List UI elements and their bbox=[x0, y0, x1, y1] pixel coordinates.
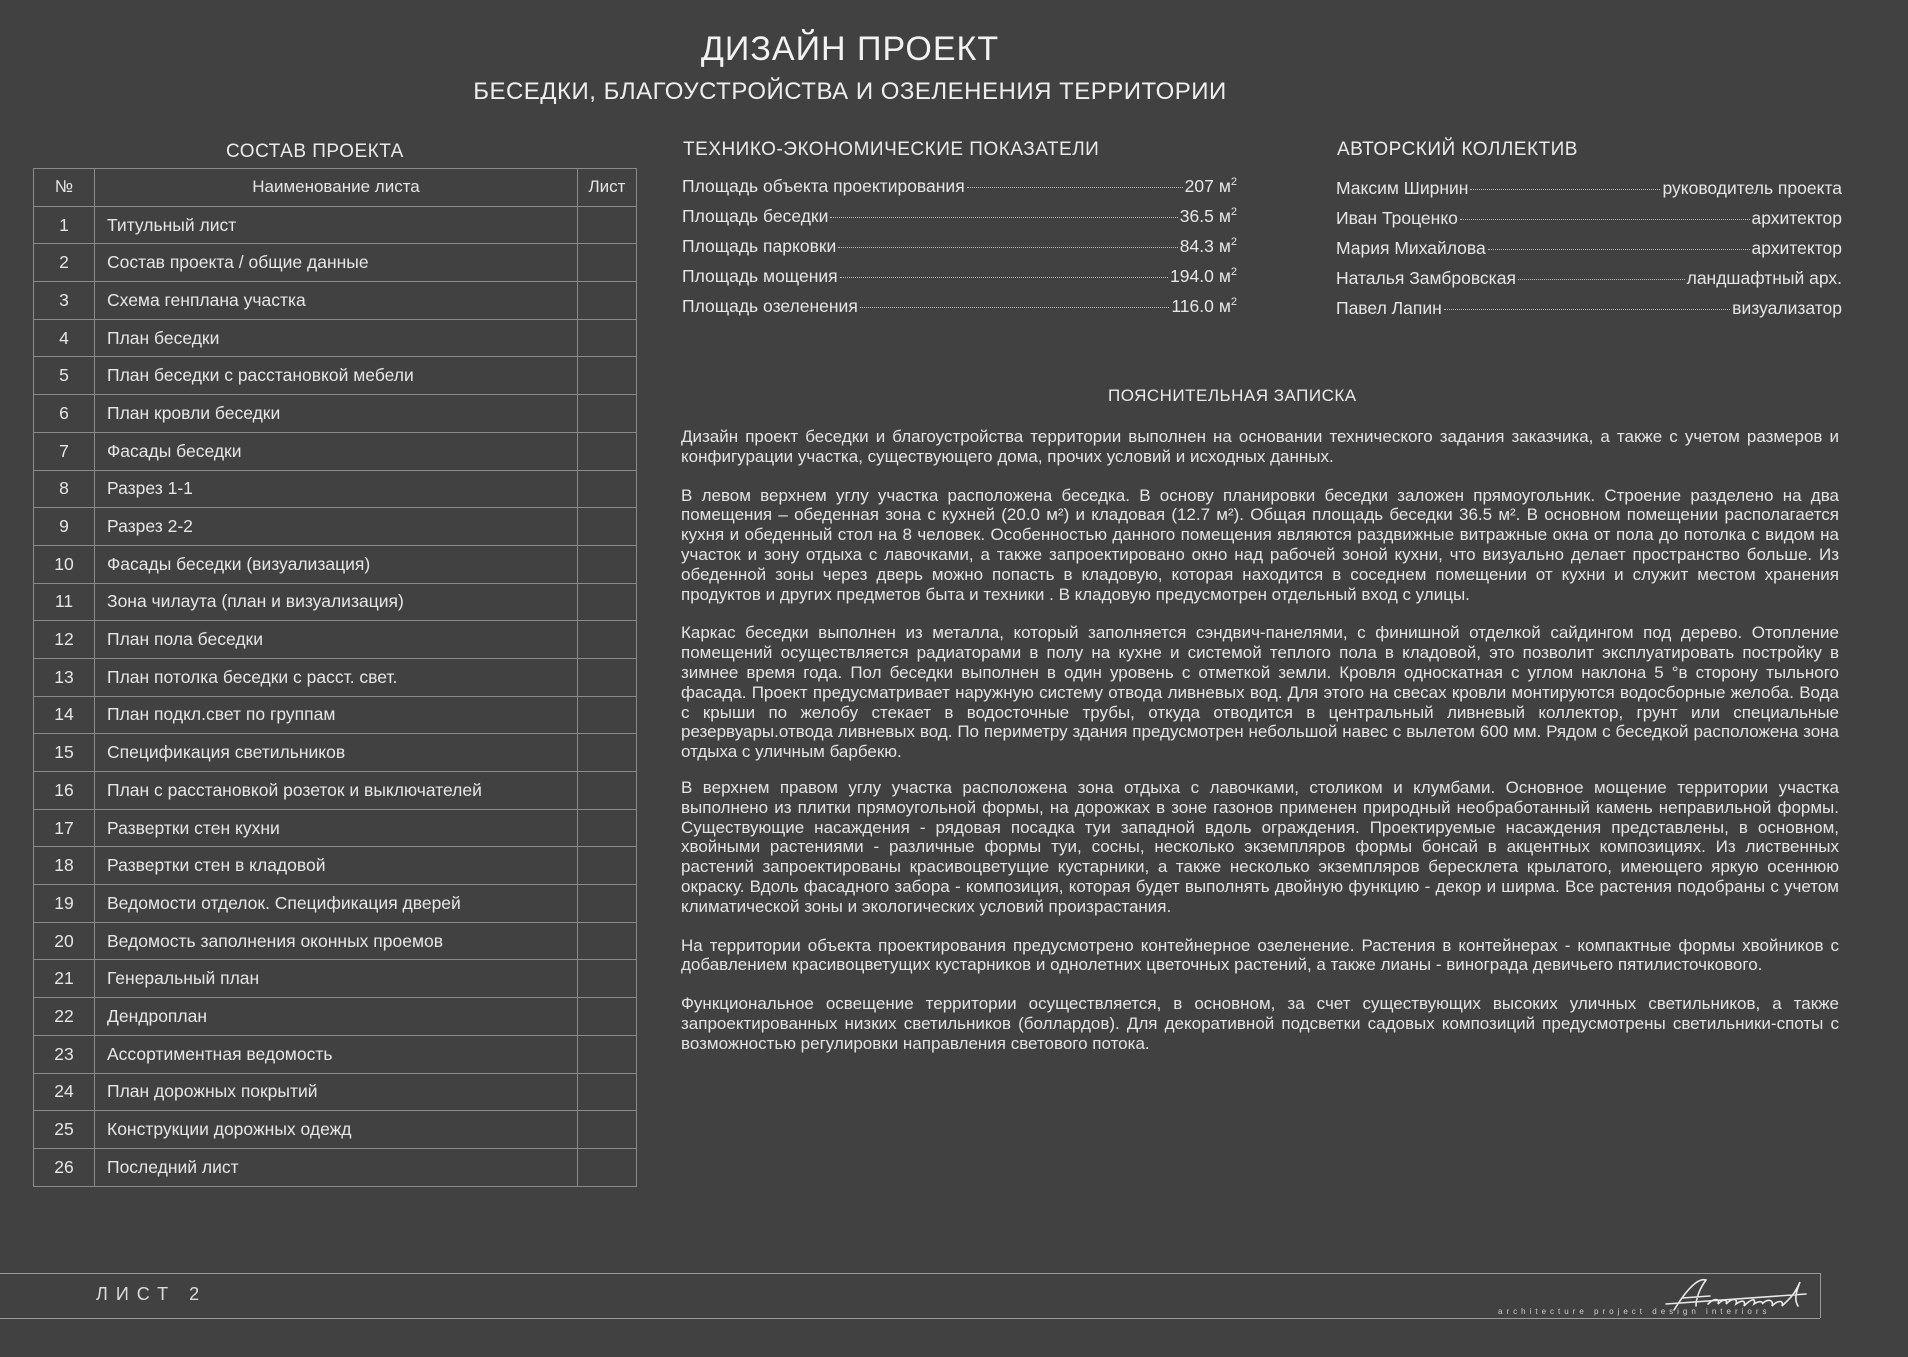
member-name: Иван Троценко bbox=[1336, 208, 1458, 228]
note-heading: ПОЯСНИТЕЛЬНАЯ ЗАПИСКА bbox=[1108, 386, 1357, 405]
indicator-label: Площадь озеленения bbox=[682, 296, 858, 316]
table-row bbox=[34, 206, 637, 244]
sheet-page-cell bbox=[578, 583, 637, 621]
member-name: Мария Михайлова bbox=[1336, 238, 1486, 258]
indicator-value: 36.5 bbox=[1179, 206, 1214, 226]
table-row bbox=[34, 583, 637, 621]
sheet-name: Фасады беседки (визуализация) bbox=[95, 545, 578, 583]
indicator-label: Площадь беседки bbox=[682, 206, 829, 226]
sheet-number: 8 bbox=[34, 470, 95, 508]
indicator-row bbox=[682, 296, 1237, 326]
indicator-row bbox=[682, 176, 1237, 206]
footer-bottom-divider bbox=[0, 1318, 1820, 1319]
sheet-name: Дендроплан bbox=[95, 998, 578, 1036]
table-row bbox=[34, 960, 637, 998]
table-row bbox=[34, 395, 637, 433]
indicator-unit: $м^2$ bbox=[1218, 296, 1237, 316]
composition-table-body bbox=[34, 206, 637, 1186]
indicator-row bbox=[682, 236, 1237, 266]
indicators-list bbox=[682, 176, 1237, 326]
note-paragraph: В верхнем правом углу участка расположена зона отдыха с лавочками, столиком и клумбами. Основное мощение территории участка выполнено из плитки прямоугольной формы, на дорожках в зоне газонов применен природный необработанный камень неправильной формы. Существующие насаждения - рядовая посадка туи западной вдоль ограждения. Проектируемые насаждения представлены, в основном, хвойными растениями - различные формы туи, сосны, несколько экземпляров формы бонсай в акцентных композициях. Из лиственных растений запроектированы красивоцветущие кустарники, а также несколько экземпляров бересклета крылатого, имеющего яркую осеннюю окраску. Вдоль фасадного забора - композиция, которая будет выполнять двойную функцию - декор и ширма. Все растения подобраны с учетом климатической зоны и экологических условий произрастания. bbox=[681, 777, 1839, 916]
sheet-number: 16 bbox=[34, 772, 95, 810]
table-row bbox=[34, 847, 637, 885]
team-member-row bbox=[1336, 268, 1842, 298]
leader-dots bbox=[830, 217, 1177, 218]
sheet-page-cell bbox=[578, 960, 637, 998]
member-name: Наталья Замбровская bbox=[1336, 268, 1516, 288]
sheet-name: Развертки стен в кладовой bbox=[95, 847, 578, 885]
sheet-number: 26 bbox=[34, 1148, 95, 1186]
sheet-name: План беседки с расстановкой мебели bbox=[95, 357, 578, 395]
sheet-number: 5 bbox=[34, 357, 95, 395]
indicator-value: 194.0 bbox=[1170, 266, 1214, 286]
note-paragraph: В левом верхнем углу участка расположена беседка. В основу планировки беседки заложен прямоугольник. Строение разделено на два помещения – обеденная зона с кухней (20.0 м²) и кладовая (12.7 м²). Общая площадь беседки 36.5 м². В основном помещении располагается кухня и обеденный стол на 8 человек. Особенностью данного помещения являются раздвижные витражные окна от пола до потолка с видом на участок и зону отдыха с лавочками, а также запроектировано окно над рабочей зоной кухни, что визуально делает пространство больше. Из обеденной зоны через дверь можно попасть в кладовую, которая находится в соседнем помещении от кухни и служит местом хранения продуктов и других предметов быта и техники . В кладовую предусмотрен отдельный вход с улицы. bbox=[681, 485, 1839, 604]
sheet-page-cell bbox=[578, 658, 637, 696]
note-paragraph: Функциональное освещение территории осуществляется, в основном, за счет существующих высоких уличных светильников, а также запроектированных низких светильников (боллардов). Для декоративной подсветки садовых композиций предусмотрены светильники-споты с возможностью регулировки направления светового потока. bbox=[681, 994, 1839, 1053]
sheet-number: 10 bbox=[34, 545, 95, 583]
leader-dots bbox=[1518, 279, 1685, 280]
sheet-name: Ассортиментная ведомость bbox=[95, 1035, 578, 1073]
sheet-number: 21 bbox=[34, 960, 95, 998]
table-row bbox=[34, 282, 637, 320]
team-member-row bbox=[1336, 178, 1842, 208]
sheet-page-cell bbox=[578, 470, 637, 508]
table-row bbox=[34, 432, 637, 470]
table-row bbox=[34, 1073, 637, 1111]
table-row bbox=[34, 1035, 637, 1073]
composition-table bbox=[33, 168, 637, 1187]
sheet-page-cell bbox=[578, 885, 637, 923]
member-role: ландшафтный арх. bbox=[1686, 268, 1842, 288]
table-row bbox=[34, 319, 637, 357]
indicator-unit: $м^2$ bbox=[1218, 236, 1237, 256]
sheet-page-cell bbox=[578, 809, 637, 847]
table-row bbox=[34, 357, 637, 395]
sheet-page-cell bbox=[578, 282, 637, 320]
table-row bbox=[34, 1111, 637, 1149]
sheet-number: 17 bbox=[34, 809, 95, 847]
leader-dots bbox=[840, 277, 1168, 278]
leader-dots bbox=[1470, 189, 1660, 190]
sheet-name: План подкл.свет по группам bbox=[95, 696, 578, 734]
indicator-unit: $м^2$ bbox=[1218, 206, 1237, 226]
member-role: архитектор bbox=[1751, 238, 1842, 258]
footer-vertical-divider bbox=[1820, 1273, 1821, 1318]
indicator-label: Площадь мощения bbox=[682, 266, 838, 286]
sheet-label: ЛИСТ 2 bbox=[96, 1284, 208, 1304]
sheet-name: План беседки bbox=[95, 319, 578, 357]
column-header-sheet: Лист bbox=[578, 169, 637, 207]
sheet-page-cell bbox=[578, 319, 637, 357]
indicators-heading: ТЕХНИКО-ЭКОНОМИЧЕСКИЕ ПОКАЗАТЕЛИ bbox=[683, 139, 1100, 160]
sheet-name: План кровли беседки bbox=[95, 395, 578, 433]
table-row bbox=[34, 734, 637, 772]
member-name: Максим Ширнин bbox=[1336, 178, 1469, 198]
sheet-page-cell bbox=[578, 998, 637, 1036]
sheet-name: Развертки стен кухни bbox=[95, 809, 578, 847]
logo-tagline: architecture project design interiors bbox=[1498, 1307, 1771, 1316]
page-title: ДИЗАЙН ПРОЕКТ bbox=[700, 30, 1000, 68]
sheet-page-cell bbox=[578, 244, 637, 282]
indicator-unit: $м^2$ bbox=[1218, 266, 1237, 286]
sheet-name: Конструкции дорожных одежд bbox=[95, 1111, 578, 1149]
table-row bbox=[34, 885, 637, 923]
sheet-name: План с расстановкой розеток и выключателей bbox=[95, 772, 578, 810]
sheet-number: 22 bbox=[34, 998, 95, 1036]
column-header-num: № bbox=[34, 169, 95, 207]
table-row bbox=[34, 922, 637, 960]
indicator-label: Площадь парковки bbox=[682, 236, 837, 256]
member-name: Павел Лапин bbox=[1336, 298, 1442, 318]
sheet-number: 1 bbox=[34, 206, 95, 244]
sheet-page-cell bbox=[578, 621, 637, 659]
sheet-name: Спецификация светильников bbox=[95, 734, 578, 772]
sheet-name: План пола беседки bbox=[95, 621, 578, 659]
table-row bbox=[34, 696, 637, 734]
sheet-number: 18 bbox=[34, 847, 95, 885]
sheet-number: 12 bbox=[34, 621, 95, 659]
sheet-number: 19 bbox=[34, 885, 95, 923]
sheet-name: Схема генплана участка bbox=[95, 282, 578, 320]
table-row bbox=[34, 470, 637, 508]
note-paragraph: На территории объекта проектирования предусмотрено контейнерное озеленение. Растения в контейнерах - компактные формы хвойников с добавлением красивоцветущих кустарников и однолетних цветочных растений, а также лианы - винограда девичьего пятилисточкового. bbox=[681, 935, 1839, 975]
sheet-number: 13 bbox=[34, 658, 95, 696]
indicator-row bbox=[682, 206, 1237, 236]
indicator-value: 84.3 bbox=[1179, 236, 1214, 256]
sheet-page-cell bbox=[578, 734, 637, 772]
sheet-name: Состав проекта / общие данные bbox=[95, 244, 578, 282]
table-row bbox=[34, 772, 637, 810]
sheet-page-cell bbox=[578, 395, 637, 433]
sheet-number: 11 bbox=[34, 583, 95, 621]
table-row bbox=[34, 545, 637, 583]
sheet-name: Фасады беседки bbox=[95, 432, 578, 470]
sheet-page-cell bbox=[578, 922, 637, 960]
note-paragraph: Каркас беседки выполнен из металла, который заполняется сэндвич-панелями, с финишной отделкой сайдингом под дерево. Отопление помещений осуществляется радиаторами в полу на кухне и системой теплого пола в кладовой, это позволит эксплуатировать постройку в зимнее время года. Пол беседки выполнен в один уровень с отметкой земли. Кровля односкатная с углом наклона 5 °в сторону тыльного фасада. Проект предусматривает наружную систему отвода ливневых вод. Для этого на свесах кровли монтируются водосборные желоба. Вода с крыши по желобу стекает в водосточные трубы, откуда отводится в центральный ливневый коллектор, грунт или специальные резервуары.отвода ливневых вод. По периметру здания предусмотрен небольшой навес с вылетом 600 мм. Рядом с беседкой расположена зона отдыха с уличным барбекю. bbox=[681, 623, 1839, 762]
leader-dots bbox=[967, 187, 1183, 188]
sheet-number: 23 bbox=[34, 1035, 95, 1073]
sheet-page-cell bbox=[578, 847, 637, 885]
table-row bbox=[34, 809, 637, 847]
table-row bbox=[34, 508, 637, 546]
team-member-row bbox=[1336, 238, 1842, 268]
sheet-page-cell bbox=[578, 1111, 637, 1149]
leader-dots bbox=[860, 307, 1170, 308]
sheet-page-cell bbox=[578, 1148, 637, 1186]
sheet-name: План дорожных покрытий bbox=[95, 1073, 578, 1111]
sheet-number: 6 bbox=[34, 395, 95, 433]
sheet-page-cell bbox=[578, 432, 637, 470]
sheet-number: 9 bbox=[34, 508, 95, 546]
sheet-name: Зона чилаута (план и визуализация) bbox=[95, 583, 578, 621]
sheet-page-cell bbox=[578, 357, 637, 395]
sheet-number: 7 bbox=[34, 432, 95, 470]
sheet-name: Разрез 1-1 bbox=[95, 470, 578, 508]
sheet-name: План потолка беседки с расст. свет. bbox=[95, 658, 578, 696]
indicator-unit: $м^2$ bbox=[1218, 176, 1237, 196]
sheet-number: 25 bbox=[34, 1111, 95, 1149]
composition-heading: СОСТАВ ПРОЕКТА bbox=[226, 141, 404, 162]
sheet-page-cell bbox=[578, 545, 637, 583]
sheet-page-cell bbox=[578, 206, 637, 244]
leader-dots bbox=[1444, 309, 1730, 310]
leader-dots bbox=[1460, 219, 1750, 220]
sheet-name: Ведомости отделок. Спецификация дверей bbox=[95, 885, 578, 923]
footer-divider bbox=[0, 1273, 1820, 1274]
sheet-number: 2 bbox=[34, 244, 95, 282]
column-header-name: Наименование листа bbox=[95, 169, 578, 207]
sheet-name: Ведомость заполнения оконных проемов bbox=[95, 922, 578, 960]
indicator-label: Площадь объекта проектирования bbox=[682, 176, 965, 196]
explanatory-note bbox=[681, 427, 1839, 1073]
sheet-number: 15 bbox=[34, 734, 95, 772]
team-list bbox=[1336, 178, 1842, 328]
indicator-value: 207 bbox=[1184, 176, 1214, 196]
sheet-name: Разрез 2-2 bbox=[95, 508, 578, 546]
table-header-row bbox=[34, 169, 637, 207]
sheet-number: 24 bbox=[34, 1073, 95, 1111]
indicator-value: 116.0 bbox=[1171, 296, 1214, 316]
sheet-name: Генеральный план bbox=[95, 960, 578, 998]
sheet-page-cell bbox=[578, 1073, 637, 1111]
table-row bbox=[34, 244, 637, 282]
sheet-name: Последний лист bbox=[95, 1148, 578, 1186]
table-row bbox=[34, 621, 637, 659]
team-member-row bbox=[1336, 208, 1842, 238]
member-role: архитектор bbox=[1751, 208, 1842, 228]
sheet-name: Титульный лист bbox=[95, 206, 578, 244]
sheet-page-cell bbox=[578, 772, 637, 810]
page-subtitle: БЕСЕДКИ, БЛАГОУСТРОЙСТВА И ОЗЕЛЕНЕНИЯ ТЕРРИТОРИИ bbox=[473, 78, 1227, 105]
sheet-number: 14 bbox=[34, 696, 95, 734]
team-heading: АВТОРСКИЙ КОЛЛЕКТИВ bbox=[1337, 139, 1578, 160]
indicator-row bbox=[682, 266, 1237, 296]
leader-dots bbox=[1488, 249, 1750, 250]
sheet-number: 20 bbox=[34, 922, 95, 960]
sheet-page-cell bbox=[578, 508, 637, 546]
sheet-number: 4 bbox=[34, 319, 95, 357]
leader-dots bbox=[838, 247, 1177, 248]
table-row bbox=[34, 658, 637, 696]
table-row bbox=[34, 1148, 637, 1186]
sheet-page-cell bbox=[578, 1035, 637, 1073]
member-role: руководитель проекта bbox=[1662, 178, 1842, 198]
team-member-row bbox=[1336, 298, 1842, 328]
member-role: визуализатор bbox=[1732, 298, 1842, 318]
note-paragraph: Дизайн проект беседки и благоустройства территории выполнен на основании технического задания заказчика, а также с учетом размеров и конфигурации участка, существующего дома, прочих условий и исходных данных. bbox=[681, 427, 1839, 466]
sheet-page-cell bbox=[578, 696, 637, 734]
table-row bbox=[34, 998, 637, 1036]
sheet-number: 3 bbox=[34, 282, 95, 320]
